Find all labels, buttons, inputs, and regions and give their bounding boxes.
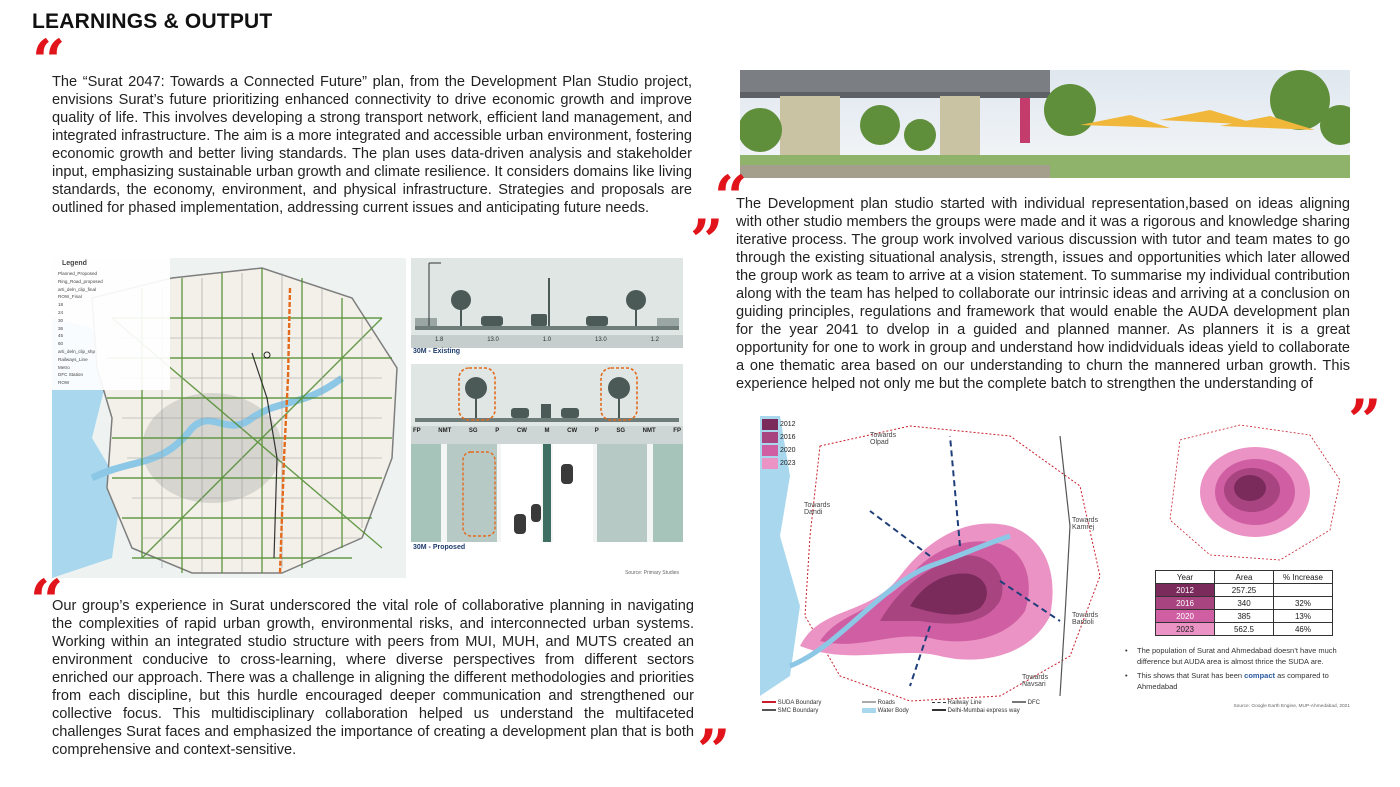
map-legend-title: Legend [62, 260, 87, 267]
growth-year-legend [762, 418, 796, 470]
towards-label: Towards Bardoli [1072, 612, 1099, 626]
bullet-text: The population of Surat and Ahmedabad doesn’t have much difference but AUDA area is almost thrice the SUDA are. [1137, 646, 1337, 666]
existing-section-label: 30M - Existing [413, 348, 461, 355]
area-stats-table [1155, 570, 1333, 636]
legend-year: 2020 [780, 447, 796, 454]
legend-label: Roads [877, 700, 896, 706]
cell-increase [1274, 584, 1333, 597]
experience-paragraph: Our group’s experience in Surat underscored the vital role of collaborative planning in navigating the complexities of rapid urban growth, environmental risks, and interconnected urban systems. Working within an integrated studio structure with peers from MUI, MUH, and MUTS created an environment conducive to cross-learning, where diverse perspectives from different sectors enriched our approach. There was a challenge in aligning the different methodologies and priorities from each discipline, but this hurdle encouraged deeper communication and strengthened our collective focus. This multidisciplinary collaboration helped us understand the multifaceted challenges Surat faces and emphasized the importance of creating a development plan that is both comprehensive and context-sensitive. [52, 598, 694, 758]
table-row [1156, 623, 1333, 636]
legend-entry [762, 431, 796, 444]
legend-year: 2023 [780, 460, 796, 467]
dimension-label: CW [567, 428, 578, 434]
towards-label: Towards Olpad [870, 432, 897, 446]
bullet-text-pre: This shows that Surat has been [1137, 671, 1243, 680]
dimension-label: P [495, 428, 500, 434]
towards-label: Towards Kamrej [1072, 517, 1099, 531]
dimension-label: CW [516, 428, 527, 434]
header-year: Year [1156, 571, 1215, 584]
legend-roads [862, 700, 895, 706]
legend-label: Delhi-Mumbai express way [947, 708, 1020, 714]
cell-area: 385 [1215, 610, 1274, 623]
dimension-label: FP [673, 428, 681, 434]
bullet-dot-icon: • [1125, 671, 1128, 680]
cell-increase: 13% [1274, 610, 1333, 623]
legend-expressway [932, 708, 1020, 714]
road-network-map [52, 258, 406, 578]
table-header-row [1156, 571, 1333, 584]
dimension-label: NMT [438, 428, 452, 434]
bullet-text-post: as compared to Ahmedabad [1137, 671, 1329, 691]
towards-label: Towards Navsari [1022, 674, 1049, 688]
legend-item: arti_deln_clip_shp [58, 348, 96, 354]
proposed-dimensions [413, 428, 681, 434]
legend-item: DFC Station [58, 372, 84, 378]
legend-label: SUDA Boundary [777, 700, 822, 706]
street-section-panel [411, 258, 683, 580]
existing-dimensions [413, 337, 681, 343]
dimension-label: 1.2 [650, 337, 659, 343]
rendering-image-graphic [740, 70, 1350, 178]
table-row [1156, 584, 1333, 597]
table-row [1156, 610, 1333, 623]
rendering-image [740, 70, 1350, 178]
open-quote-mark: “ [32, 27, 66, 95]
bullet-item [1125, 670, 1350, 692]
legend-swatch [862, 701, 876, 703]
legend-item: 30 [58, 317, 64, 323]
bullet-item [1125, 645, 1350, 667]
legend-item: Planned_Proposed [58, 271, 98, 276]
dimension-label: P [594, 428, 599, 434]
legend-entry [762, 457, 796, 470]
dimension-label: 1.0 [542, 337, 552, 343]
cell-increase: 46% [1274, 623, 1333, 636]
legend-swatch [762, 709, 776, 711]
header-area: Area [1215, 571, 1274, 584]
legend-swatch [862, 708, 876, 713]
cell-year: 2020 [1156, 610, 1215, 623]
close-quote-mark: ” [690, 207, 724, 275]
towards-label: Towards Dandi [804, 502, 831, 516]
cell-year: 2016 [1156, 597, 1215, 610]
proposed-plan-drawing [411, 444, 683, 542]
header-increase: % Increase [1274, 571, 1333, 584]
legend-water-body [862, 708, 909, 714]
legend-year: 2016 [780, 434, 796, 441]
legend-item: ROW [58, 380, 70, 386]
section-source: Source: Primary Studies [625, 570, 679, 576]
cell-year: 2023 [1156, 623, 1215, 636]
dimension-label: SG [616, 428, 626, 434]
legend-entry [762, 418, 796, 431]
dimension-label: 13.0 [595, 337, 607, 343]
dimension-label: 1.8 [434, 337, 444, 343]
legend-swatch [762, 432, 778, 443]
bullet-text-bold: compact [1244, 671, 1275, 680]
cell-year: 2012 [1156, 584, 1215, 597]
legend-swatch [1012, 701, 1026, 703]
ahmedabad-growth-map [1150, 420, 1350, 565]
findings-bullets [1125, 645, 1350, 709]
ahmedabad-growth-map-graphic [1150, 420, 1350, 565]
legend-item: ROW_Final [58, 294, 82, 300]
dimension-label: NMT [642, 428, 656, 434]
dimension-label: FP [413, 428, 421, 434]
stats-table [1155, 570, 1333, 636]
legend-label: DFC [1027, 700, 1041, 706]
urban-growth-map-graphic [760, 416, 1116, 716]
page-title: LEARNINGS & OUTPUT [32, 10, 273, 33]
dimension-label: SG [468, 428, 478, 434]
dimension-label: M [544, 428, 550, 434]
intro-paragraph: The “Surat 2047: Towards a Connected Future” plan, from the Development Plan Studio project, envisions Surat’s future prioritizing enhanced connectivity to drive economic growth and improve quality of life. This involves developing a strong transport network, efficient land management, and integrated infrastructure. The aim is a more integrated and accessible urban environment, fostering economic growth and better living standards. The plan uses data-driven analysis and stakeholder input, emphasizing sustainable urban growth and climate resilience. It considers domains like living standards, the economy, environment, and physical infrastructure. Strategies and proposals are outlined for phased implementation, addressing current issues and anticipating future needs. [52, 74, 692, 216]
legend-swatch [762, 458, 778, 469]
legend-item: Metro [58, 364, 70, 370]
legend-swatch [932, 709, 946, 711]
urban-growth-map [760, 416, 1116, 716]
cell-area: 257.25 [1215, 584, 1274, 597]
legend-swatch [762, 419, 778, 430]
legend-label: Railway Line [947, 700, 982, 706]
legend-swatch [932, 702, 946, 703]
legend-suda-boundary [762, 700, 821, 706]
open-quote-mark: “ [30, 567, 64, 635]
legend-item: 45 [58, 333, 64, 339]
legend-item: 18 [58, 302, 64, 308]
legend-year: 2012 [780, 421, 796, 428]
legend-smc-boundary [762, 708, 818, 714]
open-quote-mark: “ [714, 163, 748, 231]
dimension-label: 13.0 [487, 337, 499, 343]
growth-source: Source: Google Earth Engine, MUP-Ahmedabad, 2021 [1233, 704, 1350, 709]
legend-label: SMC Boundary [777, 708, 819, 714]
map-legend-list [58, 270, 168, 387]
cell-area: 562.5 [1215, 623, 1274, 636]
legend-item: 36 [58, 325, 64, 331]
cell-increase: 32% [1274, 597, 1333, 610]
legend-item: 24 [58, 309, 64, 315]
legend-dfc [1012, 700, 1040, 706]
legend-item: 60 [58, 341, 64, 347]
legend-item: Ring_Road_proposed [58, 278, 103, 284]
bullet-text [1137, 670, 1350, 692]
cell-area: 340 [1215, 597, 1274, 610]
table-row [1156, 597, 1333, 610]
legend-item: arti_deln_clip_final [58, 286, 97, 292]
proposed-section-label: 30M - Proposed [413, 544, 466, 551]
legend-railway [932, 700, 982, 706]
studio-paragraph: The Development plan studio started with individual representation,based on ideas aligning with other studio members the groups were made and it was a rigorous and knowledge sharing iterative process. The group work involved various discussion with tutor and team mates to go through the existing situational analysis, strength, issues and opportunities which later allowed the group work as team to arrive at a vision statement. To summarise my individual contribution along with the team has helped to collaborate our intrinsic ideas and arriving at a conclusion on guiding principles, regulations and framework that would enable the AUDA development plan for the year 2041 to dvelop in a guided and planned manner. As planners it is a great opportunity for one to work in group and understand how indidviduals ideas yield to collaborate a one thematic area based on our understanding to churn the mannered urban growth. This experience helped not only me but the complete batch to strengthen the understanding of [736, 196, 1350, 392]
legend-entry [762, 444, 796, 457]
legend-swatch [762, 445, 778, 456]
legend-label: Water Body [877, 708, 909, 715]
legend-item: Railways_Line [58, 356, 88, 362]
close-quote-mark: ” [1348, 387, 1382, 455]
close-quote-mark: ” [697, 717, 731, 785]
legend-swatch [762, 701, 776, 703]
bullet-dot-icon: • [1125, 646, 1128, 655]
